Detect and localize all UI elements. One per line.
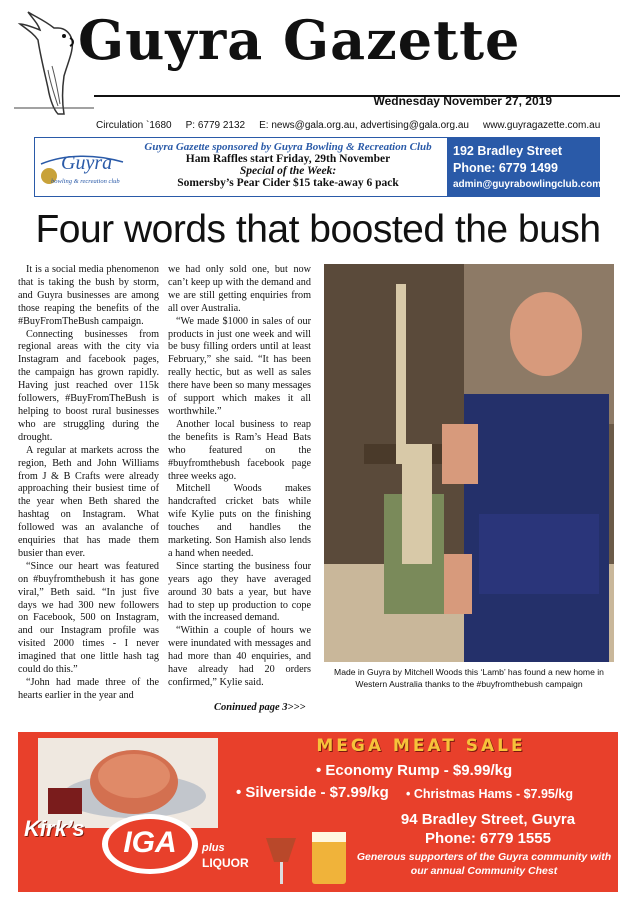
contact-info-line <box>96 120 616 131</box>
sponsor-message <box>129 138 447 196</box>
paragraph: Since starting the business four years ago they have averaged around 30 bats a year, but have had to step up production to cope with the increased demand. <box>168 560 311 624</box>
paragraph: Another local business to reap the benefits is Ram’s Head Bats who featured on the #buyfromthebush facebook page three weeks ago. <box>168 418 311 482</box>
store-name: Kirk’s <box>24 816 85 841</box>
newspaper-title: Guyra Gazette <box>78 8 521 72</box>
mega-meat-sale-title: MEGA MEAT SALE <box>316 736 526 756</box>
sponsor-contact <box>447 138 602 196</box>
paragraph: Connecting businesses from regional areas with the city via Instagram and facebook pages, the campaign has grown rapidly. Having just reached over 115k followers, #BuyFromTheBush is helping to boost rural businesses who are struggling during the drought. <box>18 328 159 443</box>
special-offer: Somersby’s Pear Cider $15 take-away 6 pack <box>177 177 399 189</box>
article-column-2 <box>168 264 311 690</box>
website-link[interactable]: www.guyragazette.com.au <box>482 120 601 131</box>
special-heading: Special of the Week: <box>239 165 337 177</box>
liquor-label: LIQUOR <box>202 856 249 870</box>
iga-logo-text: IGA <box>123 826 177 859</box>
masthead <box>0 0 636 120</box>
raffle-notice: Ham Raffles start Friday, 29th November <box>185 153 391 165</box>
bowling-club-logo-subtext: bowling & recreation club <box>51 178 120 185</box>
paragraph: It is a social media phenomenon that is taking the bush by storm, and Guyra businesses are among those reaping the benefits of the #BuyFromTheBush campaign. <box>18 264 159 327</box>
sponsor-line: Guyra Gazette sponsored by Guyra Bowling & Recreation Club <box>144 141 432 153</box>
paragraph: “We made $1000 in sales of our products in just one week and will be busy filling orders until at least February,” she said. “It has been really hectic, but as well as sales there have been so many messages of support which makes it all worthwhile.” <box>168 315 311 417</box>
man-with-cricket-bat-photo <box>324 264 614 662</box>
drinks-image <box>258 828 358 888</box>
store-phone: Phone: 6779 1555 <box>425 830 551 847</box>
sponsor-address: 192 Bradley Street <box>453 144 563 158</box>
article-photo <box>324 264 614 662</box>
continued-link[interactable]: Coninued page 3>>> <box>214 702 306 713</box>
iga-logo <box>100 812 200 876</box>
store-address: 94 Bradley Street, Guyra <box>400 811 576 828</box>
circulation-count: Circulation `1680 <box>96 120 172 131</box>
paragraph: “Since our heart was featured on #buyfromthebush it has gone viral,” Beth said. “In just five days we had 300 new followers on Facebook, 500 on Instagram, and our Instagram profile was visited 2000 times - I never imagined that one little hash tag could do this.” <box>18 560 159 676</box>
sponsor-banner <box>34 137 600 197</box>
deal-silverside: • Silverside - $7.99/kg <box>236 784 389 801</box>
deal-economy-rump: • Economy Rump - $9.99/kg <box>316 762 513 779</box>
phone-number: P: 6779 2132 <box>185 120 246 131</box>
bowling-club-logo-text: Guyra <box>61 152 113 174</box>
plus-label: plus <box>202 842 225 854</box>
article-headline: Four words that boosted the bush <box>35 208 601 251</box>
paragraph: Mitchell Woods makes handcrafted cricket bats while wife Kylie puts on the finishing touches and handles the marketing. Son Hamish also lends a hand when needed. <box>168 483 311 559</box>
sponsor-phone: Phone: 6779 1499 <box>453 161 558 175</box>
store-tagline: Generous supporters of the Guyra community with our annual Community Chest <box>356 851 612 877</box>
publication-date: Wednesday November 27, 2019 <box>373 94 552 108</box>
paragraph: A regular at markets across the region, Beth and John Williams from J & B Crafts were already approaching their busiest time of the year when Beth shared the hashtag on Instagram. What followed was an avalanche of enquiries that has made them busier than ever. <box>18 444 159 559</box>
article-column-1 <box>18 264 159 703</box>
sponsor-email[interactable]: admin@guyrabowlingclub.com <box>453 179 602 190</box>
email-addresses: E: news@gala.org.au, advertising@gala.org.au <box>259 120 469 131</box>
iga-advertisement[interactable] <box>18 732 618 892</box>
paragraph: “John had made three of the hearts earlier in the year and <box>18 677 159 701</box>
paragraph: “Within a couple of hours we were inundated with messages and had more than 40 enquiries, and have already had 20 orders confirmed,” Kylie said. <box>168 625 311 688</box>
store-contact <box>368 810 608 848</box>
photo-caption: Made in Guyra by Mitchell Woods this ‘Lamb’ has found a new home in Western Australia thanks to the #buyfromthebush campaign <box>334 667 604 689</box>
bowling-club-logo <box>35 138 129 196</box>
paragraph: we had only sold one, but now can’t keep up with the demand and we are still getting enquiries from all over Australia. <box>168 264 311 314</box>
deal-christmas-hams: • Christmas Hams - $7.95/kg <box>406 787 573 801</box>
